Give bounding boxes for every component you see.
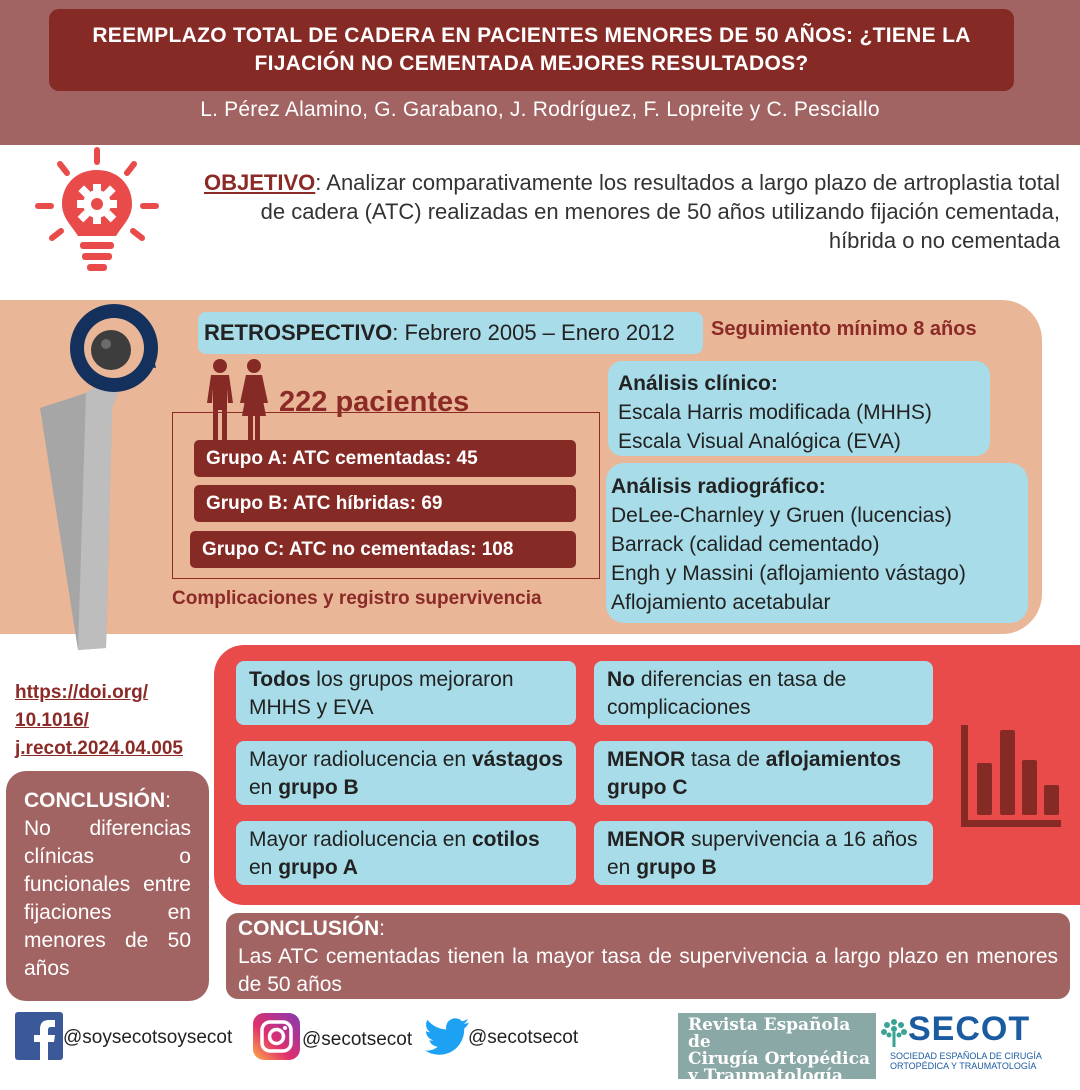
hip-prosthesis-icon — [28, 298, 178, 652]
result-text: diferencias en tasa de complicaciones — [607, 668, 847, 719]
radiographic-analysis-box — [606, 463, 1028, 623]
conclusion-bottom-colon: : — [379, 917, 386, 940]
result-text: en — [249, 776, 279, 799]
patients-count: 222 pacientes — [279, 386, 470, 418]
secot-tree-icon — [880, 1017, 908, 1047]
clinical-item: Escala Visual Analógica (EVA) — [618, 430, 901, 453]
conclusion-bottom-title: CONCLUSIÓN — [238, 917, 380, 940]
group-c: Grupo C: ATC no cementadas: 108 — [190, 531, 576, 568]
conclusion-bottom-box — [226, 913, 1070, 999]
radiographic-item: DeLee-Charnley y Gruen (lucencias) — [611, 504, 952, 527]
result-text: supervivencia a 16 años en — [607, 828, 918, 879]
secot-subtitle-line: SOCIEDAD ESPAÑOLA DE CIRUGÍA — [890, 1051, 1042, 1061]
retrospective-banner — [198, 312, 703, 354]
radiographic-item: Aflojamiento acetabular — [611, 591, 831, 614]
objective-body: : Analizar comparativamente los resultados a largo plazo de artroplastia total de cadera (ATC) realizadas en menores de 50 años utilizando fijación cementada, híbrida o no cementada — [260, 170, 1060, 253]
conclusion-left-body: No diferencias clínicas o funcionales entre fijaciones en menores de 50 años — [24, 817, 191, 980]
page-title: REEMPLAZO TOTAL DE CADERA EN PACIENTES MENORES DE 50 AÑOS: ¿TIENE LA FIJACIÓN NO CEMENTADA MEJORES RESULTADOS? — [49, 9, 1014, 91]
doi-line: j.recot.2024.04.005 — [15, 738, 183, 759]
objective-label: OBJETIVO — [204, 170, 316, 195]
result-box — [594, 741, 933, 805]
twitter-icon[interactable] — [425, 1018, 469, 1056]
objective-text — [190, 168, 1060, 255]
result-bold: grupo B — [636, 856, 717, 879]
conclusion-left-box — [6, 771, 209, 1001]
instagram-icon[interactable] — [253, 1013, 300, 1060]
result-bold: vástagos — [471, 748, 563, 771]
result-bold: cotilos — [471, 828, 540, 851]
conclusion-left-title: CONCLUSIÓN — [24, 789, 166, 812]
complications-text: Complicaciones y registro supervivencia — [172, 588, 542, 609]
clinical-title: Análisis clínico: — [618, 372, 778, 395]
result-text: en — [249, 856, 279, 879]
result-bold: grupo A — [278, 856, 358, 879]
clinical-item: Escala Harris modificada (MHHS) — [618, 401, 932, 424]
secot-logo-text: SECOT — [908, 1010, 1031, 1048]
doi-link[interactable] — [15, 679, 210, 763]
journal-logo-line: Cirugía Ortopédica — [688, 1049, 870, 1069]
result-box — [594, 821, 933, 885]
result-bold: grupo B — [278, 776, 359, 799]
facebook-icon[interactable] — [15, 1012, 63, 1060]
radiographic-title: Análisis radiográfico: — [611, 475, 826, 498]
result-bold: No — [607, 668, 635, 691]
bar-chart-icon — [955, 725, 1065, 835]
result-box — [236, 741, 576, 805]
result-text: Mayor radiolucencia en — [249, 828, 472, 851]
instagram-handle[interactable]: @secotsecot — [302, 1029, 413, 1050]
result-bold: MENOR — [607, 748, 686, 771]
group-b: Grupo B: ATC híbridas: 69 — [194, 485, 576, 522]
secot-subtitle-line: ORTOPÉDICA Y TRAUMATOLOGÍA — [890, 1061, 1037, 1071]
result-box — [594, 661, 933, 725]
conclusion-left-colon: : — [165, 789, 172, 812]
twitter-handle[interactable]: @secotsecot — [468, 1027, 579, 1048]
journal-logo — [678, 1013, 876, 1090]
journal-logo-line: Revista Española de — [688, 1015, 851, 1052]
conclusion-bottom-body: Las ATC cementadas tienen la mayor tasa de supervivencia a largo plazo en menores de 50 años — [238, 945, 1058, 996]
result-text: tasa de — [685, 748, 766, 771]
secot-logo-subtitle — [890, 1051, 1042, 1071]
journal-logo-subtitle: SOCIEDAD ESPAÑOLA DE CIRUGÍA ORTOPÉDICA Y TRAUMATOLOGÍA (SECOT) — [688, 1085, 862, 1090]
clinical-analysis-box — [608, 361, 990, 456]
result-bold: MENOR — [607, 828, 686, 851]
lightbulb-gear-icon — [30, 146, 165, 286]
doi-line: https://doi.org/ — [15, 682, 148, 703]
doi-line: 10.1016/ — [15, 710, 89, 731]
result-text: los grupos mejoraron MHHS y EVA — [249, 668, 514, 719]
result-text: Mayor radiolucencia en — [249, 748, 472, 771]
result-box — [236, 661, 576, 725]
authors: L. Pérez Alamino, G. Garabano, J. Rodríguez, F. Lopreite y C. Pesciallo — [200, 98, 880, 121]
radiographic-item: Barrack (calidad cementado) — [611, 533, 880, 556]
retrospective-dates: : Febrero 2005 – Enero 2012 — [392, 320, 675, 345]
group-a: Grupo A: ATC cementadas: 45 — [194, 440, 576, 477]
radiographic-item: Engh y Massini (aflojamiento vástago) — [611, 562, 966, 585]
retrospective-label: RETROSPECTIVO — [204, 320, 393, 345]
result-box — [236, 821, 576, 885]
journal-logo-line: y Traumatología — [688, 1066, 843, 1086]
followup-text: Seguimiento mínimo 8 años — [711, 318, 977, 340]
result-bold: aflojamientos grupo C — [607, 748, 902, 799]
facebook-handle[interactable]: @soysecotsoysecot — [63, 1027, 233, 1048]
result-bold: Todos — [249, 668, 311, 691]
